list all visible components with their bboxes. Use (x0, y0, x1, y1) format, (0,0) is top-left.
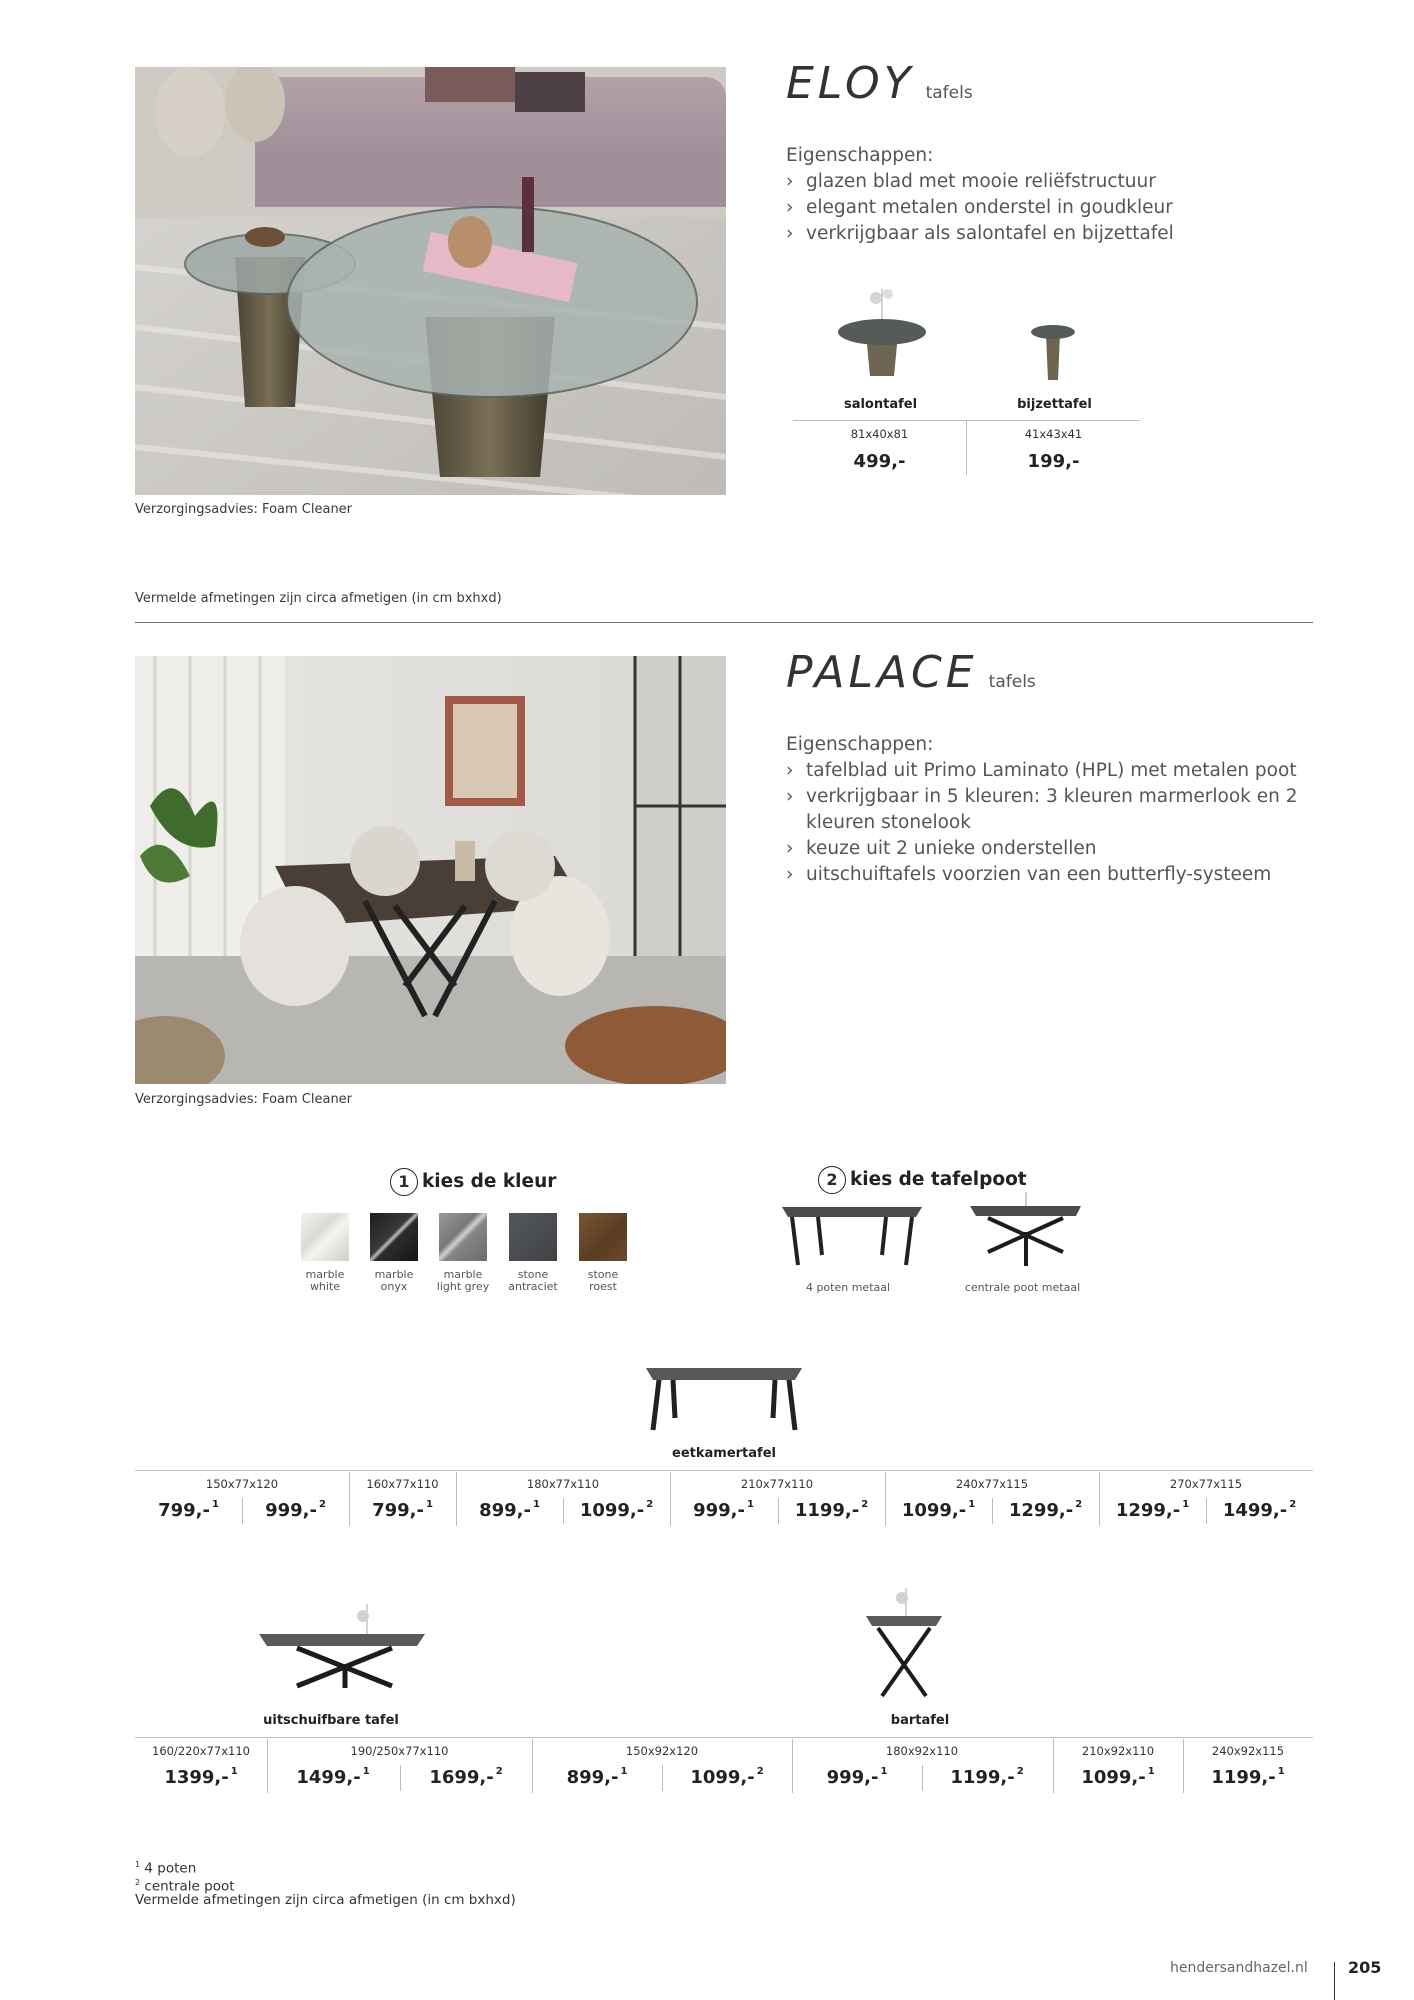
bartafel-size: 150x92x120 (625, 1744, 699, 1758)
eetkamertafel-price: 1099,- $^2$ (579, 1499, 654, 1521)
bartafel-price: 1099,- $^1$ (1081, 1766, 1155, 1788)
bartafel-price: 999,- $^1$ (826, 1766, 888, 1788)
leg-option-4-legs-label: 4 poten metaal (805, 1281, 891, 1294)
palace-care-note: Verzorgingsadvies: Foam Cleaner (135, 1092, 353, 1107)
eetkamertafel-price: 1299,- $^2$ (1008, 1499, 1083, 1521)
bartafel-image (864, 1588, 944, 1700)
swatch-label: marble onyx (374, 1268, 414, 1293)
eetkamertafel-size: 270x77x115 (1169, 1477, 1243, 1491)
uitschuifbare-size: 190/250x77x110 (350, 1744, 449, 1758)
bijzettafel-image (1028, 320, 1078, 382)
uitschuifbare-tafel-image (257, 1604, 427, 1690)
eetkamertafel-size: 210x77x110 (740, 1477, 814, 1491)
leg-option-central-label: centrale poot metaal (964, 1281, 1081, 1294)
uitschuifbare-price: 1699,- $^2$ (429, 1766, 503, 1788)
eetkamertafel-image (643, 1366, 805, 1434)
uitschuifbare-size: 160/220x77x110 (152, 1744, 250, 1758)
step2-number: 2 (818, 1166, 846, 1194)
step1-heading (390, 1168, 556, 1196)
section-divider-extendable-bar (532, 1739, 533, 1793)
eloy-photo (135, 67, 726, 495)
bijzettafel-price: 199,- (1027, 451, 1080, 472)
eetkamertafel-size: 180x77x110 (526, 1477, 600, 1491)
leg-option-4-legs-image[interactable] (778, 1205, 926, 1271)
step2-title: kies de tafelpoot (850, 1169, 1027, 1190)
swatch-label: marble light grey (436, 1268, 490, 1293)
eetkamertafel-size: 160x77x110 (366, 1477, 439, 1491)
leg-option-central-image[interactable] (968, 1192, 1083, 1270)
eetkamertafel-price: 799,- $^1$ (158, 1499, 219, 1521)
eloy-title-group (786, 58, 973, 109)
eloy-prop: › verkrijgbaar als salontafel en bijzettafel (786, 221, 1306, 247)
bartafel-price: 1199,- $^2$ (950, 1766, 1024, 1788)
eetkamertafel-price: 1199,- $^2$ (794, 1499, 869, 1521)
eloy-subtitle: tafels (925, 83, 973, 103)
bartafel-label: bartafel (890, 1713, 950, 1728)
step1-number: 1 (390, 1168, 418, 1196)
swatch-stone-roest[interactable] (579, 1213, 627, 1261)
eetkamertafel-price: 799,- $^1$ (372, 1499, 433, 1521)
footnote-2: $^2$ centrale poot (135, 1877, 235, 1894)
palace-title-group (786, 647, 1036, 698)
eetkamertafel-price: 1099,- $^1$ (901, 1499, 976, 1521)
palace-prop: › tafelblad uit Primo Laminato (HPL) met metalen poot (786, 758, 1306, 784)
bijzettafel-size: 41x43x41 (1024, 427, 1083, 441)
palace-prop: › keuze uit 2 unieke onderstellen (786, 836, 1306, 862)
salontafel-price: 499,- (853, 451, 906, 472)
footnotes (135, 1858, 516, 1907)
page-number: 205 (1348, 1958, 1382, 1977)
eetkamertafel-label: eetkamertafel (672, 1446, 776, 1461)
bijzettafel-label: bijzettafel (1017, 397, 1092, 412)
footer-site[interactable]: hendersandhazel.nl (1170, 1960, 1308, 1976)
palace-prop: › verkrijgbaar in 5 kleuren: 3 kleuren marmerlook en 2 kleuren stonelook (786, 784, 1306, 836)
salontafel-size: 81x40x81 (850, 427, 909, 441)
bartafel-price: 1099,- $^2$ (690, 1766, 764, 1788)
bartafel-size: 240x92x115 (1211, 1744, 1285, 1758)
footnote-dims: Vermelde afmetingen zijn circa afmetigen (in cm bxhxd) (135, 1892, 516, 1908)
swatch-stone-antraciet[interactable] (509, 1213, 557, 1261)
swatch-marble-onyx[interactable] (370, 1213, 418, 1261)
swatch-marble-white[interactable] (301, 1213, 349, 1261)
eetkamertafel-table-top-border (135, 1470, 1313, 1471)
eetkamertafel-size: 240x77x115 (955, 1477, 1029, 1491)
bartafel-price: 1199,- $^1$ (1211, 1766, 1285, 1788)
eetkamertafel-price: 1499,- $^2$ (1222, 1499, 1297, 1521)
eloy-prop: › elegant metalen onderstel in goudkleur (786, 195, 1306, 221)
bartafel-size: 210x92x110 (1081, 1744, 1155, 1758)
section-divider (135, 622, 1313, 623)
eetkamertafel-size: 150x77x120 (205, 1477, 279, 1491)
step2-heading (818, 1166, 1027, 1194)
swatch-label: marble white (305, 1268, 345, 1293)
eetkamertafel-price: 1299,- $^1$ (1115, 1499, 1190, 1521)
step1-title: kies de kleur (422, 1171, 557, 1192)
swatch-label: stone roest (587, 1268, 619, 1293)
palace-subtitle: tafels (988, 672, 1036, 692)
salontafel-label: salontafel (843, 397, 918, 412)
dimensions-note: Vermelde afmetingen zijn circa afmetigen (in cm bxhxd) (135, 591, 502, 606)
palace-props-heading: Eigenschappen: (786, 734, 934, 755)
palace-photo (135, 656, 726, 1084)
footer-divider (1334, 1962, 1335, 2000)
uitschuifbare-price: 1499,- $^1$ (296, 1766, 370, 1788)
salontafel-image (836, 284, 928, 380)
swatch-marble-light-grey[interactable] (439, 1213, 487, 1261)
bartafel-size: 180x92x110 (885, 1744, 959, 1758)
eloy-prop: › glazen blad met mooie reliëfstructuur (786, 169, 1306, 195)
eetkamertafel-price: 999,- $^1$ (693, 1499, 754, 1521)
second-table-top-border (135, 1737, 1313, 1738)
eloy-properties (786, 143, 1306, 247)
uitschuifbare-tafel-label: uitschuifbare tafel (263, 1713, 399, 1728)
eetkamertafel-price: 999,- $^2$ (265, 1499, 326, 1521)
swatch-label: stone antraciet (508, 1268, 558, 1293)
eetkamertafel-price: 899,- $^1$ (479, 1499, 540, 1521)
footnote-1: $^1$ 4 poten (135, 1860, 197, 1877)
eloy-care-note: Verzorgingsadvies: Foam Cleaner (135, 502, 353, 517)
uitschuifbare-price: 1399,- $^1$ (164, 1766, 238, 1788)
bartafel-price: 899,- $^1$ (566, 1766, 628, 1788)
eloy-title: ELOY (786, 58, 915, 109)
palace-prop: › uitschuiftafels voorzien van een butterfly-systeem (786, 862, 1306, 888)
palace-title: PALACE (786, 647, 978, 698)
eloy-props-heading: Eigenschappen: (786, 145, 934, 166)
palace-properties (786, 732, 1306, 888)
